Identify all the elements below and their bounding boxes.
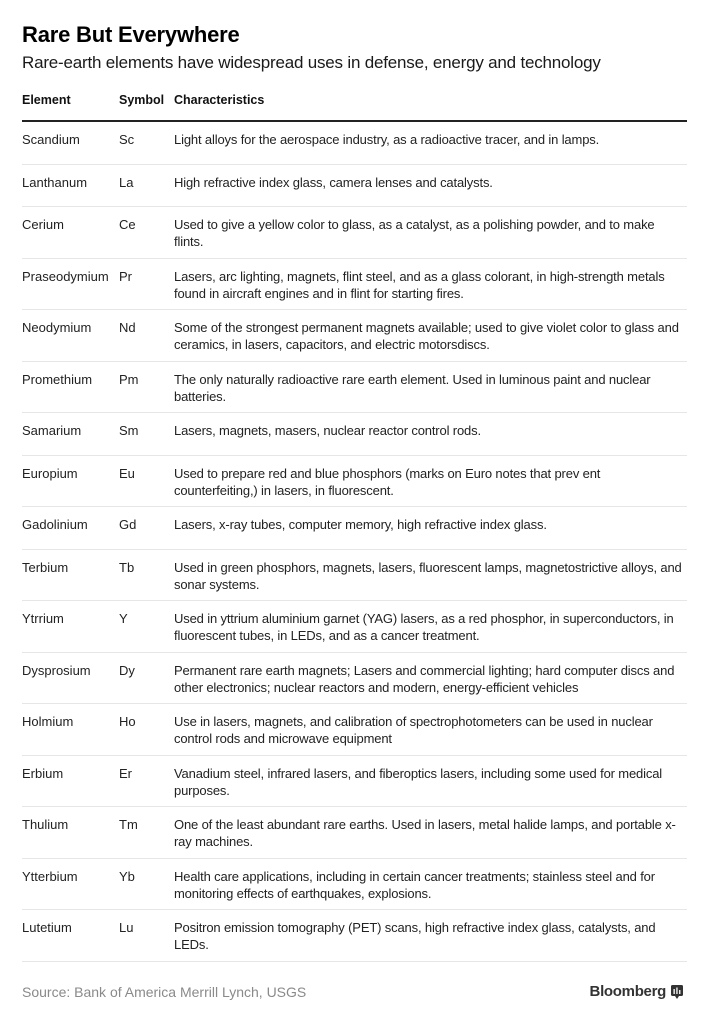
column-header-characteristics: Characteristics [174,93,265,107]
table-row [22,207,687,259]
table-row [22,456,687,508]
table-row [22,601,687,653]
page-subtitle: Rare-earth elements have widespread uses in defense, energy and technology [22,53,601,72]
element-name: Promethium [22,371,93,387]
element-name: Ytterbium [22,868,78,884]
table-row [22,859,687,911]
element-characteristics: Use in lasers, magnets, and calibration of spectrophotometers can be used in nuclear control rods and microwave equipment [174,714,653,746]
element-symbol: Gd [119,517,137,532]
element-symbol: Pr [119,268,132,284]
table-row [22,807,687,859]
element-name: Lanthanum [22,174,88,190]
element-characteristics: Used to give a yellow color to glass, as a catalyst, as a polishing powder, and to make flints. [174,217,655,249]
table-row [22,165,687,208]
table-row [22,910,687,962]
element-symbol: Y [119,611,128,626]
element-name: Cerium [22,217,64,232]
rare-earth-table [22,90,687,962]
table-row [22,259,687,311]
element-symbol: Nd [119,320,136,335]
table-row [22,362,687,414]
footer [22,984,687,1004]
element-name: Scandium [22,132,80,147]
element-characteristics: Lasers, magnets, masers, nuclear reactor control rods. [174,423,481,438]
element-symbol: Dy [119,662,135,678]
element-symbol: Pm [119,371,139,387]
table-row [22,704,687,756]
source-note: Source: Bank of America Merrill Lynch, USGS [22,984,307,1000]
element-name: Erbium [22,765,64,781]
element-name: Terbium [22,559,69,575]
page-title: Rare But Everywhere [22,22,240,47]
element-characteristics: Vanadium steel, infrared lasers, and fiberoptics lasers, including some used for medical purposes. [174,765,663,798]
element-name: Thulium [22,817,69,832]
element-characteristics: Lasers, x-ray tubes, computer memory, high refractive index glass. [174,517,547,532]
element-characteristics: Lasers, arc lighting, magnets, flint steel, and as a glass colorant, in high-strength metals found in aircraft engines and in flint for starting fires. [174,268,665,301]
element-name: Ytrrium [22,611,64,626]
brand-wordmark: Bloomberg [589,983,666,1000]
bloomberg-chart-icon [671,985,683,999]
element-symbol: Yb [119,868,135,884]
element-characteristics: The only naturally radioactive rare earth element. Used in luminous paint and nuclear batteries. [174,371,651,404]
table-header [22,90,687,122]
table-row [22,756,687,808]
table-row [22,507,687,550]
element-name: Praseodymium [22,268,109,284]
element-characteristics: Used in yttrium aluminium garnet (YAG) lasers, as a red phosphor, in superconductors, in fluorescent tubes, in LEDs, and as a cancer treatment. [174,611,674,643]
column-header-element: Element [22,93,71,107]
element-name: Dysprosium [22,662,91,678]
element-symbol: Ho [119,714,136,729]
element-name: Samarium [22,423,82,438]
table-row [22,413,687,456]
element-symbol: Lu [119,920,134,935]
element-characteristics: Light alloys for the aerospace industry, as a radioactive tracer, and in lamps. [174,132,600,147]
table-row [22,122,687,165]
element-symbol: Sc [119,132,135,147]
element-symbol: La [119,174,134,190]
element-name: Holmium [22,714,74,729]
element-characteristics: Used to prepare red and blue phosphors (marks on Euro notes that prev ent counterfeiting,) in lasers, in fluorescent. [174,465,601,498]
table-row [22,310,687,362]
element-name: Gadolinium [22,517,88,532]
element-characteristics: Positron emission tomography (PET) scans, high refractive index glass, catalysts, and LEDs. [174,920,656,952]
element-characteristics: One of the least abundant rare earths. Used in lasers, metal halide lamps, and portable x-ray machines. [174,817,676,849]
element-symbol: Tm [119,817,138,832]
element-symbol: Tb [119,559,135,575]
element-symbol: Sm [119,423,139,438]
element-characteristics: Some of the strongest permanent magnets available; used to give violet color to glass and ceramics, in lasers, capacitors, and electric motorsdiscs. [174,320,679,352]
column-header-symbol: Symbol [119,93,165,107]
element-characteristics: Used in green phosphors, magnets, lasers, fluorescent lamps, magnetostrictive alloys, and sonar systems. [174,559,682,592]
element-name: Europium [22,465,78,481]
element-characteristics: Health care applications, including in certain cancer treatments; stainless steel and for monitoring effects of earthquakes, explosions. [174,868,655,901]
element-symbol: Eu [119,465,135,481]
element-characteristics: High refractive index glass, camera lenses and catalysts. [174,174,493,190]
element-name: Neodymium [22,320,92,335]
element-characteristics: Permanent rare earth magnets; Lasers and commercial lighting; hard computer discs and other electronics; nuclear reactors and modern, energy-efficient vehicles [174,662,675,695]
element-symbol: Er [119,765,132,781]
element-symbol: Ce [119,217,136,232]
table-row [22,550,687,602]
bloomberg-logo [590,983,683,1000]
element-name: Lutetium [22,920,72,935]
table-row [22,653,687,705]
